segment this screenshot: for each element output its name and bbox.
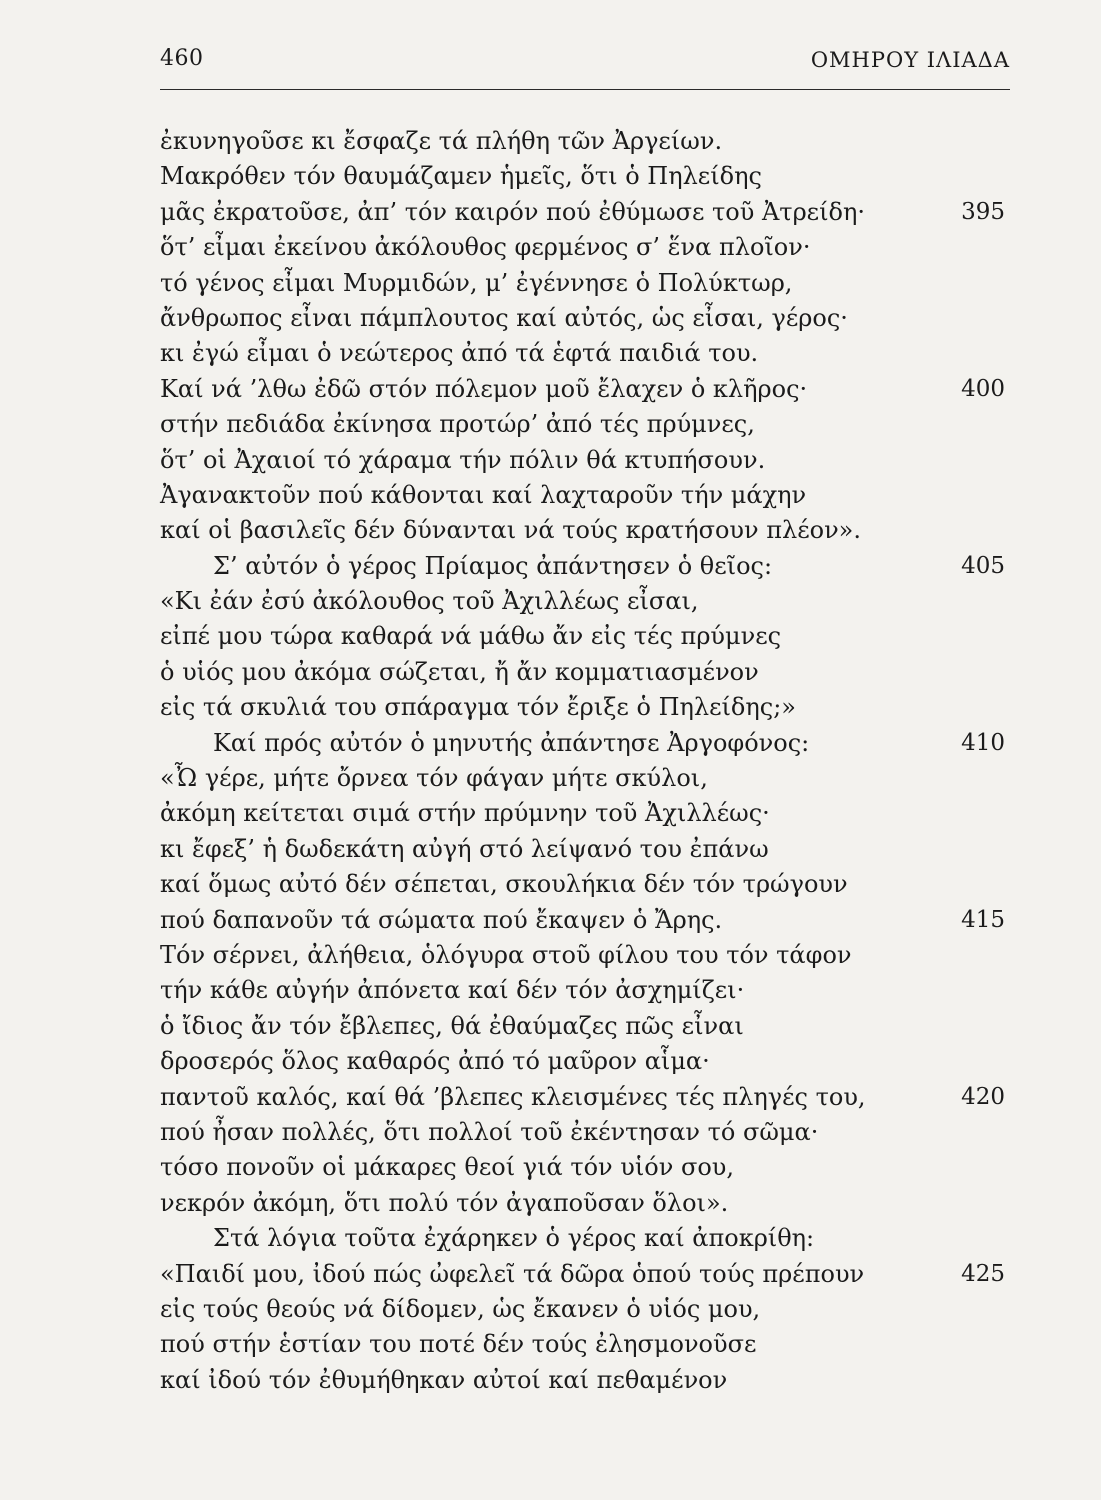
verse-line bbox=[0, 407, 1101, 442]
verse-line bbox=[0, 1221, 1101, 1256]
verse-line bbox=[0, 1115, 1101, 1150]
verse-line bbox=[0, 796, 1101, 831]
verse-text: ὁ ἴδιος ἄν τόν ἔβλεπες, θά ἐθαύμαζες πῶς εἶναι bbox=[160, 1011, 744, 1040]
verse-text: κι ἔφεξ’ ἡ δωδεκάτη αὐγή στό λείψανό του ἐπάνω bbox=[160, 834, 769, 863]
line-number: 405 bbox=[961, 552, 1005, 579]
page-number: 460 bbox=[160, 46, 204, 71]
verse-line bbox=[0, 549, 1101, 584]
verse-line bbox=[0, 1327, 1101, 1362]
line-number: 415 bbox=[961, 906, 1005, 933]
verse-line bbox=[0, 619, 1101, 654]
verse-text: Καί νά ’λθω ἐδῶ στόν πόλεμον μοῦ ἔλαχεν ὁ κλῆρος· bbox=[160, 374, 808, 403]
verse-line bbox=[0, 655, 1101, 690]
verse-text: «Κι ἐάν ἐσύ ἀκόλουθος τοῦ Ἀχιλλέως εἶσαι, bbox=[160, 587, 699, 616]
verse-text: καί ὅμως αὐτό δέν σέπεται, σκουλήκια δέν τόν τρώγουν bbox=[160, 870, 848, 899]
verse-text: Τόν σέρνει, ἀλήθεια, ὁλόγυρα στοῦ φίλου του τόν τάφον bbox=[160, 940, 852, 969]
verse-text: στήν πεδιάδα ἐκίνησα προτώρ’ ἀπό τές πρύμνες, bbox=[160, 410, 755, 439]
verse-text: «Ὦ γέρε, μήτε ὄρνεα τόν φάγαν μήτε σκύλοι, bbox=[160, 764, 708, 793]
verse-text: εἰς τούς θεούς νά δίδομεν, ὡς ἔκανεν ὁ υἱός μου, bbox=[160, 1294, 761, 1323]
verse-line bbox=[0, 1257, 1101, 1292]
verse-text: τό γένος εἶμαι Μυρμιδών, μ’ ἐγέννησε ὁ Πολύκτωρ, bbox=[160, 268, 793, 297]
verse-line bbox=[0, 301, 1101, 336]
verse-line bbox=[0, 1150, 1101, 1185]
verse-line bbox=[0, 938, 1101, 973]
verse-line bbox=[0, 903, 1101, 938]
verse-text: νεκρόν ἀκόμη, ὅτι πολύ τόν ἀγαποῦσαν ὅλοι». bbox=[160, 1188, 729, 1217]
verse-line bbox=[0, 159, 1101, 194]
verse-line bbox=[0, 443, 1101, 478]
verse-text: καί οἱ βασιλεῖς δέν δύνανται νά τούς κρατήσουν πλέον». bbox=[160, 516, 861, 545]
verse-text: ὅτ’ εἶμαι ἐκείνου ἀκόλουθος φερμένος σ’ ἕνα πλοῖον· bbox=[160, 233, 811, 262]
verse-line bbox=[0, 1292, 1101, 1327]
verse-line bbox=[0, 761, 1101, 796]
verse-line bbox=[0, 1044, 1101, 1079]
verse-line bbox=[0, 832, 1101, 867]
verse-line bbox=[0, 584, 1101, 619]
verse-text: μᾶς ἐκρατοῦσε, ἀπ’ τόν καιρόν πού ἐθύμωσε τοῦ Ἀτρείδη· bbox=[160, 197, 865, 226]
verse-line bbox=[0, 867, 1101, 902]
verse-text: Ἀγανακτοῦν πού κάθονται καί λαχταροῦν τήν μάχην bbox=[160, 480, 807, 509]
verse-line bbox=[0, 266, 1101, 301]
verse-text: πού ἦσαν πολλές, ὅτι πολλοί τοῦ ἐκέντησαν τό σῶμα· bbox=[160, 1117, 819, 1146]
page-header bbox=[160, 44, 1010, 84]
verse-line bbox=[0, 124, 1101, 159]
verse-line bbox=[0, 372, 1101, 407]
verse-line bbox=[0, 230, 1101, 265]
verse-line bbox=[0, 1080, 1101, 1115]
verse-text: ἄνθρωπος εἶναι πάμπλουτος καί αὐτός, ὡς εἶσαι, γέρος· bbox=[160, 303, 848, 332]
verse-text: τόσο πονοῦν οἱ μάκαρες θεοί γιά τόν υἱόν σου, bbox=[160, 1153, 734, 1182]
poem-text bbox=[0, 124, 1101, 1398]
running-title: ΟΜΗΡΟΥ ΙΛΙΑΔΑ bbox=[810, 48, 1010, 72]
verse-line bbox=[0, 1363, 1101, 1398]
line-number: 400 bbox=[961, 375, 1005, 402]
verse-line bbox=[0, 336, 1101, 371]
verse-text: Καί πρός αὐτόν ὁ μηνυτής ἀπάντησε Ἀργοφόνος: bbox=[213, 728, 810, 757]
line-number: 410 bbox=[961, 729, 1005, 756]
verse-text: Στά λόγια τοῦτα ἐχάρηκεν ὁ γέρος καί ἀποκρίθη: bbox=[213, 1224, 815, 1253]
header-rule bbox=[160, 89, 1010, 90]
verse-line bbox=[0, 513, 1101, 548]
verse-text: Μακρόθεν τόν θαυμάζαμεν ἡμεῖς, ὅτι ὁ Πηλείδης bbox=[160, 162, 762, 191]
verse-text: «Παιδί μου, ἰδού πώς ὠφελεῖ τά δῶρα ὁπού τούς πρέπουν bbox=[160, 1259, 865, 1288]
verse-text: δροσερός ὅλος καθαρός ἀπό τό μαῦρον αἷμα· bbox=[160, 1047, 710, 1076]
verse-line bbox=[0, 690, 1101, 725]
verse-line bbox=[0, 973, 1101, 1008]
verse-text: Σ’ αὐτόν ὁ γέρος Πρίαμος ἀπάντησεν ὁ θεῖος: bbox=[213, 551, 773, 580]
verse-line bbox=[0, 195, 1101, 230]
verse-line bbox=[0, 1009, 1101, 1044]
verse-text: εἰς τά σκυλιά του σπάραγμα τόν ἔριξε ὁ Πηλείδης;» bbox=[160, 693, 796, 722]
verse-text: πού δαπανοῦν τά σώματα πού ἔκαψεν ὁ Ἄρης. bbox=[160, 905, 723, 934]
line-number: 395 bbox=[961, 198, 1005, 225]
verse-text: ὅτ’ οἱ Ἀχαιοί τό χάραμα τήν πόλιν θά κτυπήσουν. bbox=[160, 445, 766, 474]
verse-line bbox=[0, 478, 1101, 513]
verse-line bbox=[0, 1186, 1101, 1221]
line-number: 425 bbox=[961, 1260, 1005, 1287]
verse-text: καί ἰδού τόν ἐθυμήθηκαν αὐτοί καί πεθαμένον bbox=[160, 1365, 728, 1394]
verse-text: ἐκυνηγοῦσε κι ἔσφαζε τά πλήθη τῶν Ἀργείων. bbox=[160, 127, 723, 155]
line-number: 420 bbox=[961, 1083, 1005, 1110]
verse-text: ἀκόμη κείτεται σιμά στήν πρύμνην τοῦ Ἀχιλλέως· bbox=[160, 799, 770, 828]
verse-text: ὁ υἱός μου ἀκόμα σώζεται, ἤ ἄν κομματιασμένον bbox=[160, 657, 759, 686]
verse-text: εἰπέ μου τώρα καθαρά νά μάθω ἄν εἰς τές πρύμνες bbox=[160, 622, 782, 651]
verse-text: πού στήν ἑστίαν του ποτέ δέν τούς ἐλησμονοῦσε bbox=[160, 1330, 757, 1359]
verse-text: τήν κάθε αὐγήν ἀπόνετα καί δέν τόν ἀσχημίζει· bbox=[160, 976, 745, 1005]
verse-line bbox=[0, 726, 1101, 761]
verse-text: παντοῦ καλός, καί θά ’βλεπες κλεισμένες τές πληγές του, bbox=[160, 1082, 866, 1111]
verse-text: κι ἐγώ εἶμαι ὁ νεώτερος ἀπό τά ἑφτά παιδιά του. bbox=[160, 339, 759, 368]
